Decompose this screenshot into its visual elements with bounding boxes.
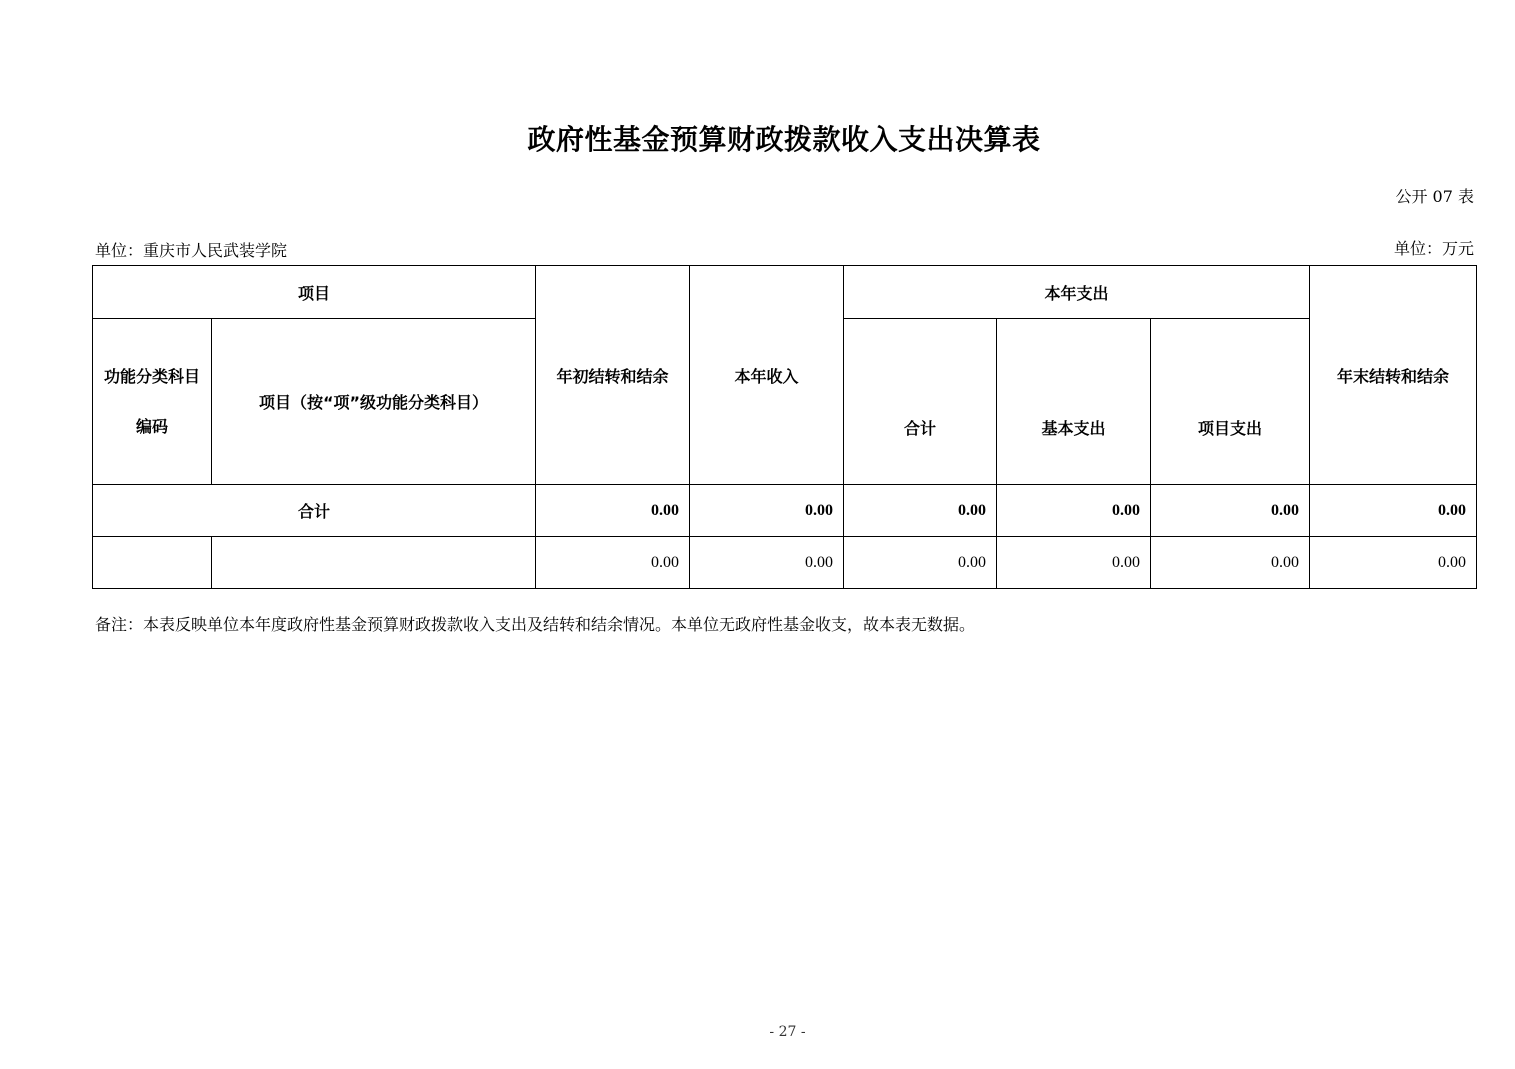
header-end-balance: 年末结转和结余 [1310,266,1477,485]
header-begin-balance: 年初结转和结余 [536,266,690,485]
row-begin-balance: 0.00 [536,537,690,589]
total-income: 0.00 [690,485,844,537]
total-row [93,485,1477,537]
header-code-line2: 编码 [135,416,168,436]
header-row-1 [93,266,1477,319]
header-expense-project: 项目支出 [1151,319,1310,485]
row-expense-total: 0.00 [844,537,997,589]
header-expense-basic: 基本支出 [997,319,1151,485]
page-title: 政府性基金预算财政拨款收入支出决算表 [527,123,1041,156]
row-expense-project: 0.00 [1151,537,1310,589]
form-number: 公开 07 表 [1395,187,1474,206]
row-income: 0.00 [690,537,844,589]
header-income: 本年收入 [690,266,844,485]
header-expense-total: 合计 [844,319,997,485]
table-row [93,537,1477,589]
unit-organization: 单位：重庆市人民武装学院 [95,241,288,260]
total-expense-total: 0.00 [844,485,997,537]
header-item-detail: 项目（按“项”级功能分类科目） [212,319,536,485]
header-code [93,319,212,485]
row-end-balance: 0.00 [1310,537,1477,589]
total-label: 合计 [93,485,536,537]
header-code-line1: 功能分类科目 [103,366,200,386]
total-expense-project: 0.00 [1151,485,1310,537]
row-item [212,537,536,589]
total-begin-balance: 0.00 [536,485,690,537]
total-expense-basic: 0.00 [997,485,1151,537]
row-expense-basic: 0.00 [997,537,1151,589]
page-number: - 27 - [769,1024,806,1040]
footnote: 备注：本表反映单位本年度政府性基金预算财政拨款收入支出及结转和结余情况。本单位无政府性基金收支，故本表无数据。 [95,615,976,634]
unit-currency: 单位：万元 [1393,239,1474,258]
total-end-balance: 0.00 [1310,485,1477,537]
budget-table [92,265,1477,589]
row-code [93,537,212,589]
header-item: 项目 [93,266,536,319]
header-expense: 本年支出 [844,266,1310,319]
